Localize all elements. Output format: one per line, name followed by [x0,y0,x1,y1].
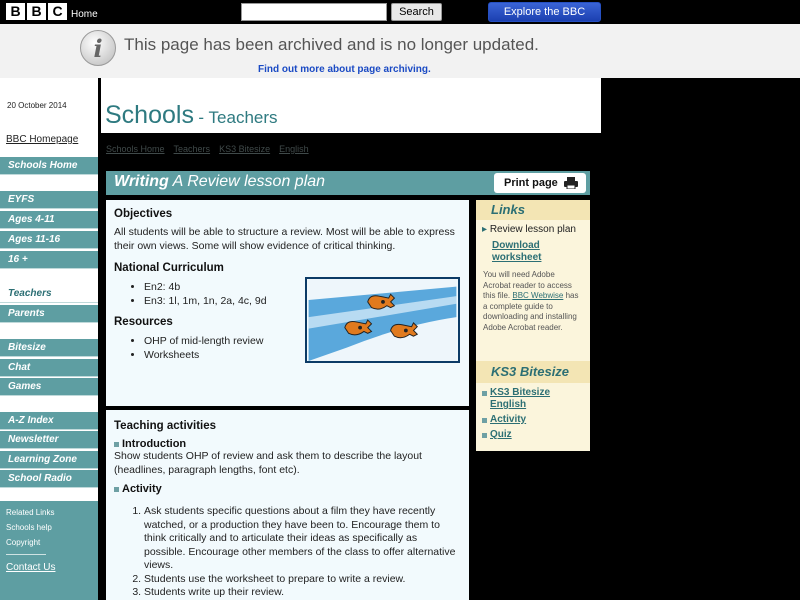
nav-chat[interactable]: Chat [0,359,98,377]
page-title [105,101,278,130]
print-page-button[interactable] [494,173,586,193]
list-item: • OHP of mid-length review [144,334,461,348]
ks3-bitesize-panel [476,361,590,451]
teaching-heading: Teaching activities [114,420,217,432]
list-item: 2. Students use the worksheet to prepare to write a review. [144,573,461,587]
lesson-title-bold: Writing [114,173,169,190]
list-item: • Worksheets [144,348,461,362]
left-navigation [0,78,98,600]
bbc-top-bar [0,0,800,24]
archive-info-link[interactable]: Find out more about page archiving. [258,64,431,75]
lesson-overview-panel [106,200,469,406]
links-heading: Links [476,200,590,220]
home-link[interactable]: Home [71,9,98,20]
list-item [482,429,584,441]
schools-title: Schools [105,101,194,129]
print-page-label: Print page [504,177,558,189]
nav-teachers[interactable]: Teachers [0,285,98,303]
ks3-heading: KS3 Bitesize [476,361,590,383]
bbc-logo[interactable] [6,3,67,20]
teaching-activities-panel [106,410,469,600]
links-panel [476,200,590,364]
introduction-heading-label: Introduction [122,438,187,450]
breadcrumb-schools-home[interactable]: Schools Home [106,144,165,154]
bbc-webwise-link[interactable]: BBC Webwise [512,291,564,300]
activity-list [144,505,461,600]
ks3-bitesize-english-link[interactable]: KS3 Bitesize English [490,387,551,410]
nav-school-radio[interactable]: School Radio [0,470,98,488]
breadcrumb [106,144,309,154]
download-worksheet-link[interactable]: Download worksheet [492,240,542,263]
nav-a-z-index[interactable]: A-Z Index [0,412,98,430]
ks3-links [476,383,590,441]
square-bullet-icon [114,487,119,492]
teachers-title: Teachers [208,108,278,127]
list-item: • En3: 1l, 1m, 1n, 2a, 4c, 9d [144,294,461,308]
logo-letter: C [48,3,67,20]
triangle-right-icon: ▸ [482,224,488,235]
current-page-label: Review lesson plan [489,224,576,235]
resources-heading: Resources [114,316,173,328]
bbc-homepage-link[interactable]: BBC Homepage [6,134,79,145]
square-bullet-icon [482,418,487,423]
breadcrumb-ks3-bitesize[interactable]: KS3 Bitesize [219,144,271,154]
introduction-text: Show students OHP of review and ask them to describe the layout (headlines, paragraph lengths, font etc). [114,450,422,476]
square-bullet-icon [482,433,487,438]
schools-help-link[interactable]: Schools help [6,523,52,532]
logo-letter: B [6,3,25,20]
nav-ages-11-16[interactable]: Ages 11-16 [0,231,98,249]
archive-message: This page has been archived and is no longer updated. [124,35,539,54]
links-list [476,220,590,264]
search-input[interactable] [241,3,387,21]
printer-icon [564,177,578,189]
copyright-link[interactable]: Copyright [6,538,41,547]
nav-parents[interactable]: Parents [0,305,98,323]
list-item [482,387,584,411]
lesson-illustration [305,277,460,363]
page-date: 20 October 2014 [7,101,67,110]
nav-learning-zone[interactable]: Learning Zone [0,451,98,469]
square-bullet-icon [482,391,487,396]
contact-us-link[interactable]: Contact Us [6,562,56,573]
objectives-text: All students will be able to structure a review. Most will be able to express their own views. Some will show evidence of critical thinking. [114,226,455,252]
ks3-quiz-link[interactable]: Quiz [490,429,512,440]
nav-16-plus[interactable]: 16 + [0,251,98,269]
activity-heading [114,483,461,495]
nav-bitesize[interactable]: Bitesize [0,339,98,357]
title-separator: - [198,108,205,127]
nav-ages-4-11[interactable]: Ages 4-11 [0,211,98,229]
ks3-activity-link[interactable]: Activity [490,414,527,425]
current-page-item [482,224,584,236]
acrobat-note-text-2: has a complete guide to downloading and installing Adobe Acrobat reader. [483,291,579,332]
breadcrumb-teachers[interactable]: Teachers [173,144,211,154]
related-links-link[interactable]: Related Links [6,508,55,517]
introduction-heading [114,438,461,450]
nav-footer [0,501,98,600]
nav-eyfs[interactable]: EYFS [0,191,98,209]
lesson-title [114,173,325,191]
acrobat-note [476,264,590,333]
nav-divider [6,554,46,555]
breadcrumb-english[interactable]: English [279,144,309,154]
logo-letter: B [27,3,46,20]
lesson-title-bar [106,171,590,195]
list-item [482,414,584,426]
list-item: 3. Students write up their review. [144,586,461,600]
schools-header [98,78,601,133]
objectives-heading: Objectives [114,208,173,220]
explore-the-bbc-button[interactable]: Explore the BBC [488,2,601,22]
curriculum-heading: National Curriculum [114,262,224,274]
acrobat-note-text: You will need Adobe Acrobat reader to access this file. [483,270,572,300]
lesson-title-rest: A Review lesson plan [172,173,326,190]
main-content [98,133,601,600]
nav-newsletter[interactable]: Newsletter [0,431,98,449]
activity-heading-label: Activity [122,483,162,495]
list-item: • En2: 4b [144,280,461,294]
info-icon: i [80,30,116,66]
nav-games[interactable]: Games [0,378,98,396]
nav-schools-home[interactable]: Schools Home [0,157,98,175]
archive-banner [0,24,800,78]
list-item: 1. Ask students specific questions about a film they have recently watched, or a production they have been to. Encourage them to think critically and to articulate their ideas as specifically as possible. Encourage other members of the class to offer alternative views. [144,505,461,573]
search-button[interactable]: Search [391,3,442,21]
square-bullet-icon [114,442,119,447]
